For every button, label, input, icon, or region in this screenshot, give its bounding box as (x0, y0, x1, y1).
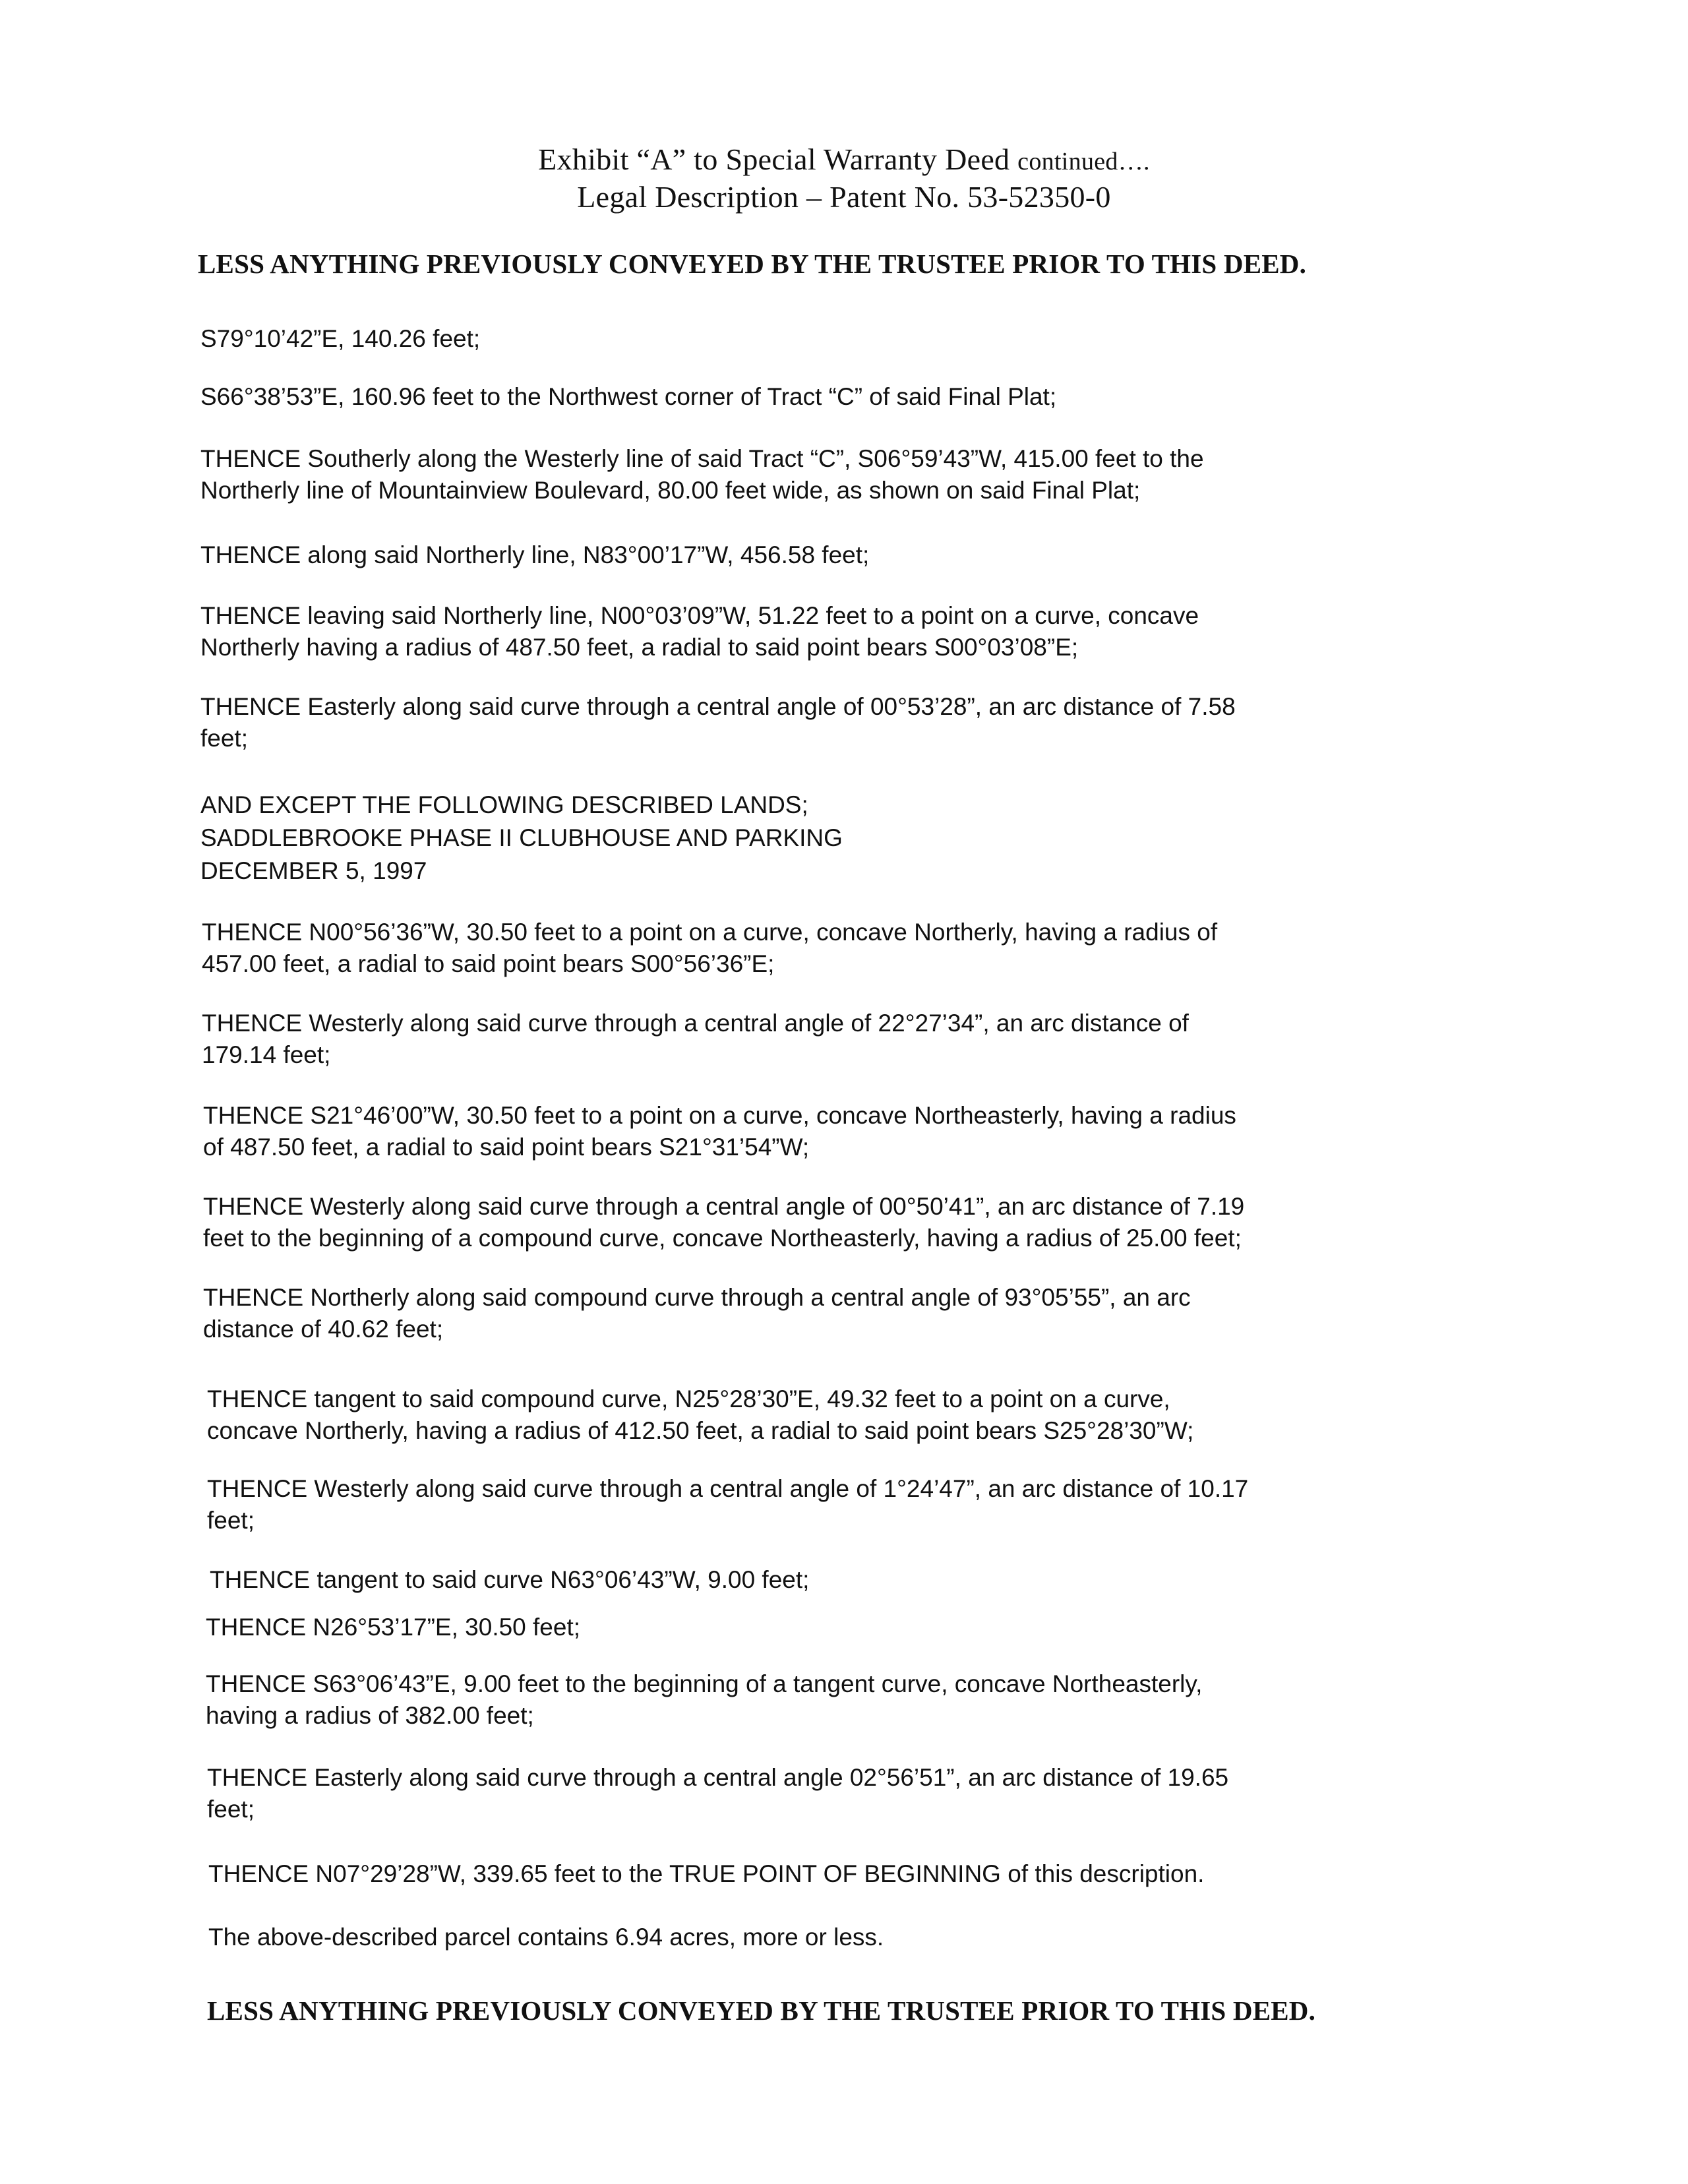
description-line: of 487.50 feet, a radial to said point bears S21°31’54”W; (203, 1134, 810, 1161)
except-line: AND EXCEPT THE FOLLOWING DESCRIBED LANDS; (200, 791, 808, 818)
description-line: THENCE along said Northerly line, N83°00’17”W, 456.58 feet; (200, 541, 870, 568)
description-paragraph (200, 691, 1440, 754)
description-line: THENCE Northerly along said compound curve through a central angle of 93°05’55”, an arc (203, 1284, 1191, 1311)
notice-top: LESS ANYTHING PREVIOUSLY CONVEYED BY THE TRUSTEE PRIOR TO THIS DEED. (198, 249, 1307, 279)
description-line: THENCE Westerly along said curve through a central angle of 1°24’47”, an arc distance of 10.17 (207, 1475, 1249, 1502)
description-line: Northerly line of Mountainview Boulevard, 80.00 feet wide, as shown on said Final Plat; (200, 477, 1141, 504)
exhibit-title-suffix: continued…. (1017, 148, 1150, 175)
description-line: having a radius of 382.00 feet; (206, 1702, 534, 1729)
description-paragraph (200, 323, 1440, 355)
description-line: THENCE Westerly along said curve through a central angle of 22°27’34”, an arc distance of (202, 1010, 1189, 1037)
description-paragraph (210, 1564, 1449, 1596)
description-paragraph (207, 1762, 1447, 1825)
description-paragraph (208, 1858, 1448, 1890)
description-paragraph (203, 1282, 1443, 1345)
description-line: 179.14 feet; (202, 1041, 331, 1068)
description-paragraph (203, 1100, 1443, 1163)
notice-bottom: LESS ANYTHING PREVIOUSLY CONVEYED BY THE TRUSTEE PRIOR TO THIS DEED. (207, 1995, 1316, 2026)
description-paragraph (202, 917, 1441, 980)
except-clause (200, 789, 1440, 888)
description-line: S79°10’42”E, 140.26 feet; (200, 325, 481, 352)
description-line: THENCE S63°06’43”E, 9.00 feet to the beginning of a tangent curve, concave Northeasterly, (206, 1670, 1203, 1697)
description-line: THENCE S21°46’00”W, 30.50 feet to a point on a curve, concave Northeasterly, having a radius (203, 1102, 1236, 1129)
except-line: SADDLEBROOKE PHASE II CLUBHOUSE AND PARKING (200, 824, 843, 851)
description-line: concave Northerly, having a radius of 412.50 feet, a radial to said point bears S25°28’30”W; (207, 1417, 1194, 1444)
description-line: feet; (200, 725, 248, 752)
except-line: DECEMBER 5, 1997 (200, 857, 427, 884)
description-paragraph (203, 1191, 1443, 1254)
description-paragraph (200, 381, 1440, 413)
description-line: THENCE tangent to said curve N63°06’43”W, 9.00 feet; (210, 1566, 810, 1593)
description-paragraph (200, 443, 1440, 506)
description-line: THENCE N26°53’17”E, 30.50 feet; (206, 1614, 581, 1641)
description-line: THENCE tangent to said compound curve, N25°28’30”E, 49.32 feet to a point on a curve, (207, 1385, 1170, 1412)
description-paragraph (207, 1473, 1447, 1536)
description-line: The above-described parcel contains 6.94 acres, more or less. (208, 1924, 884, 1951)
description-line: Northerly having a radius of 487.50 feet, a radial to said point bears S00°03’08”E; (200, 634, 1079, 661)
description-line: THENCE Southerly along the Westerly line of said Tract “C”, S06°59’43”W, 415.00 feet to the (200, 445, 1204, 472)
description-line: THENCE leaving said Northerly line, N00°03’09”W, 51.22 feet to a point on a curve, concave (200, 602, 1199, 629)
description-paragraph (206, 1612, 1445, 1643)
description-line: THENCE Easterly along said curve through a central angle 02°56’51”, an arc distance of 19.65 (207, 1764, 1229, 1791)
description-line: THENCE N00°56’36”W, 30.50 feet to a point on a curve, concave Northerly, having a radius of (202, 919, 1218, 946)
description-line: S66°38’53”E, 160.96 feet to the Northwest corner of Tract “C” of said Final Plat; (200, 383, 1057, 410)
exhibit-title-main: Exhibit “A” to Special Warranty Deed (538, 142, 1010, 176)
description-line: 457.00 feet, a radial to said point bears S00°56’36”E; (202, 950, 775, 977)
description-line: feet; (207, 1507, 255, 1534)
exhibit-title (0, 141, 1688, 180)
description-line: THENCE Westerly along said curve through a central angle of 00°50’41”, an arc distance of 7.19 (203, 1193, 1245, 1220)
legal-description-title: Legal Description – Patent No. 53-52350-0 (577, 180, 1111, 214)
description-paragraph (200, 600, 1440, 663)
description-line: feet; (207, 1796, 255, 1823)
description-paragraph (206, 1668, 1445, 1732)
description-line: THENCE N07°29’28”W, 339.65 feet to the TRUE POINT OF BEGINNING of this description. (208, 1860, 1205, 1887)
description-paragraph (207, 1383, 1447, 1447)
description-line: distance of 40.62 feet; (203, 1316, 444, 1343)
description-line: feet to the beginning of a compound curve, concave Northeasterly, having a radius of 25.00 feet; (203, 1225, 1242, 1252)
description-line: THENCE Easterly along said curve through a central angle of 00°53’28”, an arc distance of 7.58 (200, 693, 1236, 720)
description-paragraph (202, 1008, 1441, 1071)
acreage-statement (208, 1922, 1448, 1953)
description-paragraph (200, 539, 1440, 571)
